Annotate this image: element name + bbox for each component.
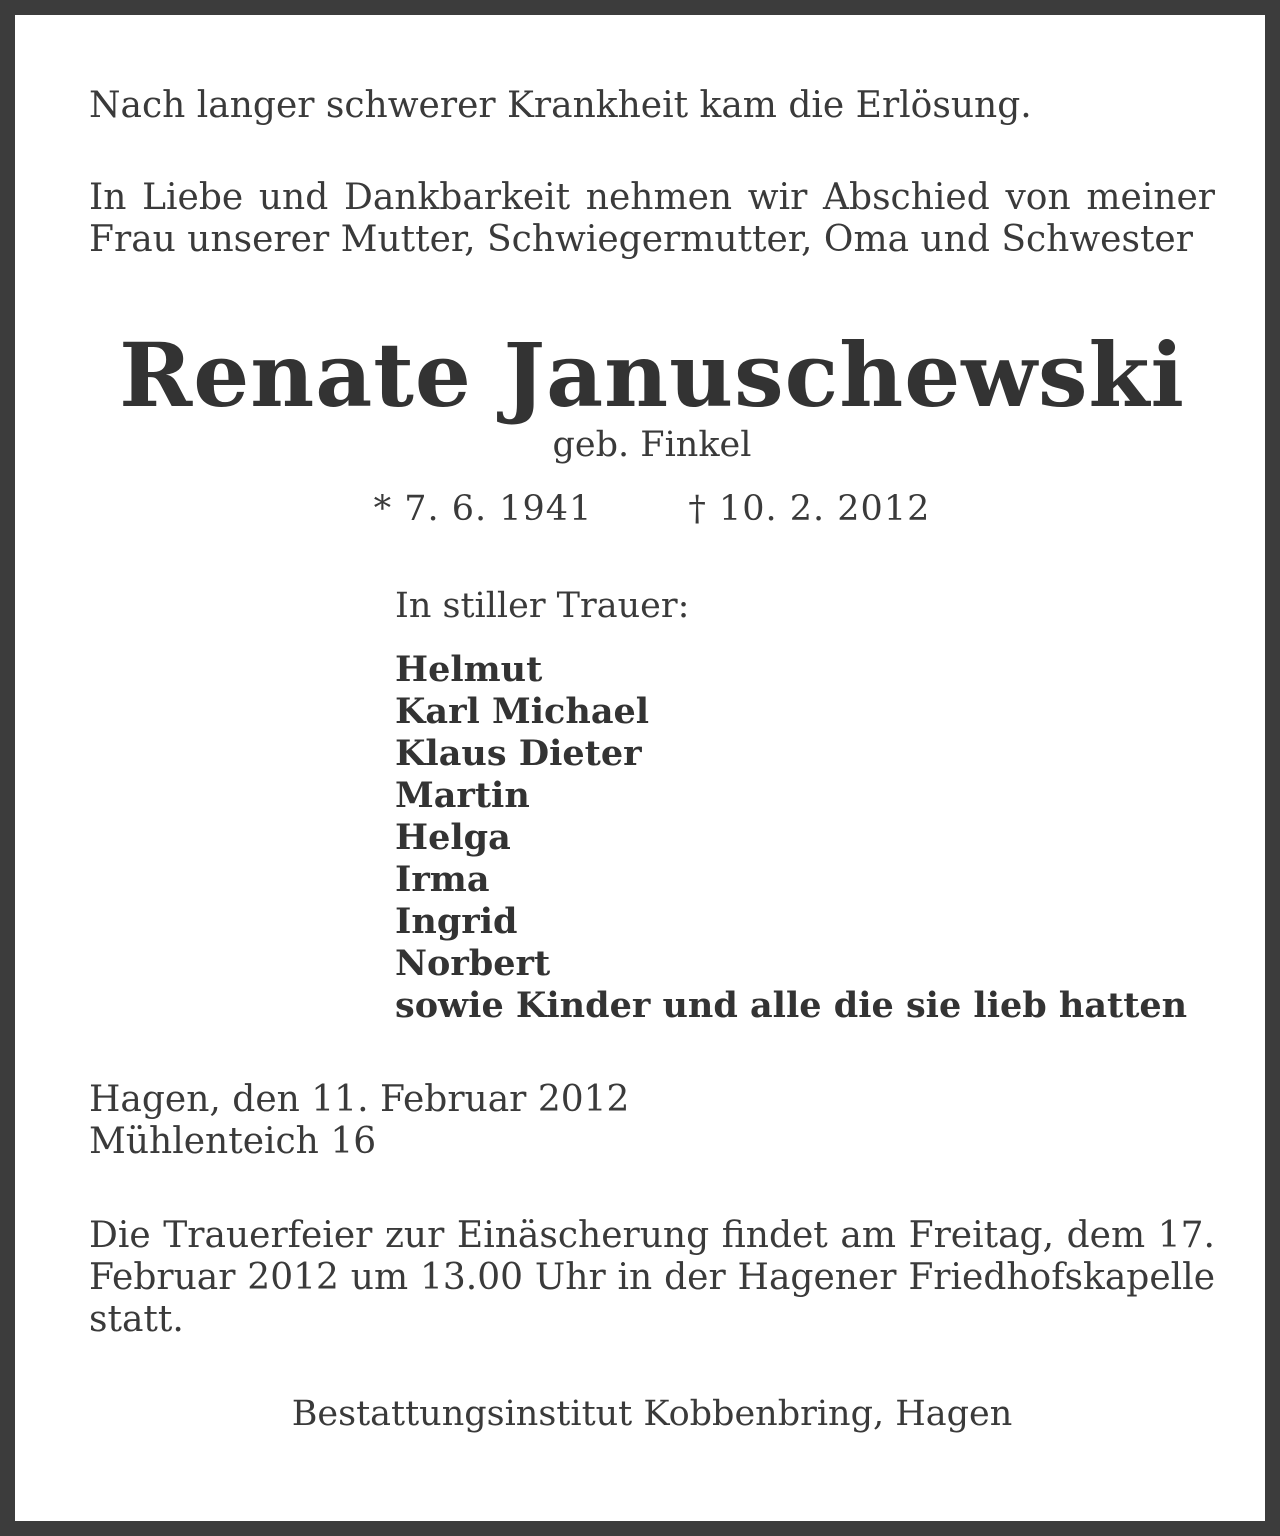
address: Mühlenteich 16: [89, 1121, 377, 1162]
life-dates: [89, 489, 1215, 529]
mourners-heading: In stiller Trauer:: [395, 586, 690, 626]
mourner-name: Martin: [395, 775, 530, 816]
deceased-name: Renate Januschewski: [119, 323, 1185, 427]
place-block: [89, 1079, 1215, 1163]
birth-date: * 7. 6. 1941: [373, 489, 593, 529]
mourner-name: Ingrid: [395, 901, 518, 942]
mourner-closing: sowie Kinder und alle die sie lieb hatten: [395, 985, 1188, 1026]
mourner-name: Klaus Dieter: [395, 733, 642, 774]
obituary-content: [89, 75, 1215, 1435]
mourner-name: Karl Michael: [395, 691, 650, 732]
mourners-list: [395, 649, 1215, 1027]
dedication-text: In Liebe und Dankbarkeit nehmen wir Abschied von meiner Frau unserer Mutter, Schwiegermutter, Oma und Schwester: [89, 177, 1215, 260]
mourners-block: [395, 585, 1215, 1027]
mourner-name: Norbert: [395, 943, 551, 984]
mourner-name: Irma: [395, 859, 490, 900]
place-date: Hagen, den 11. Februar 2012: [89, 1079, 630, 1120]
undertaker-text: Bestattungsinstitut Kobbenbring, Hagen: [291, 1394, 1013, 1434]
intro-text: Nach langer schwerer Krankheit kam die Erlösung.: [89, 85, 1032, 126]
mourner-name: Helga: [395, 817, 511, 858]
ceremony-text: Die Trauerfeier zur Einäscherung findet am Freitag, dem 17. Februar 2012 um 13.00 Uhr in der Hagener Friedhofskapelle statt.: [89, 1215, 1215, 1340]
mourner-name: Helmut: [395, 649, 543, 690]
death-date: † 10. 2. 2012: [688, 489, 931, 529]
maiden-name: geb. Finkel: [552, 425, 752, 465]
